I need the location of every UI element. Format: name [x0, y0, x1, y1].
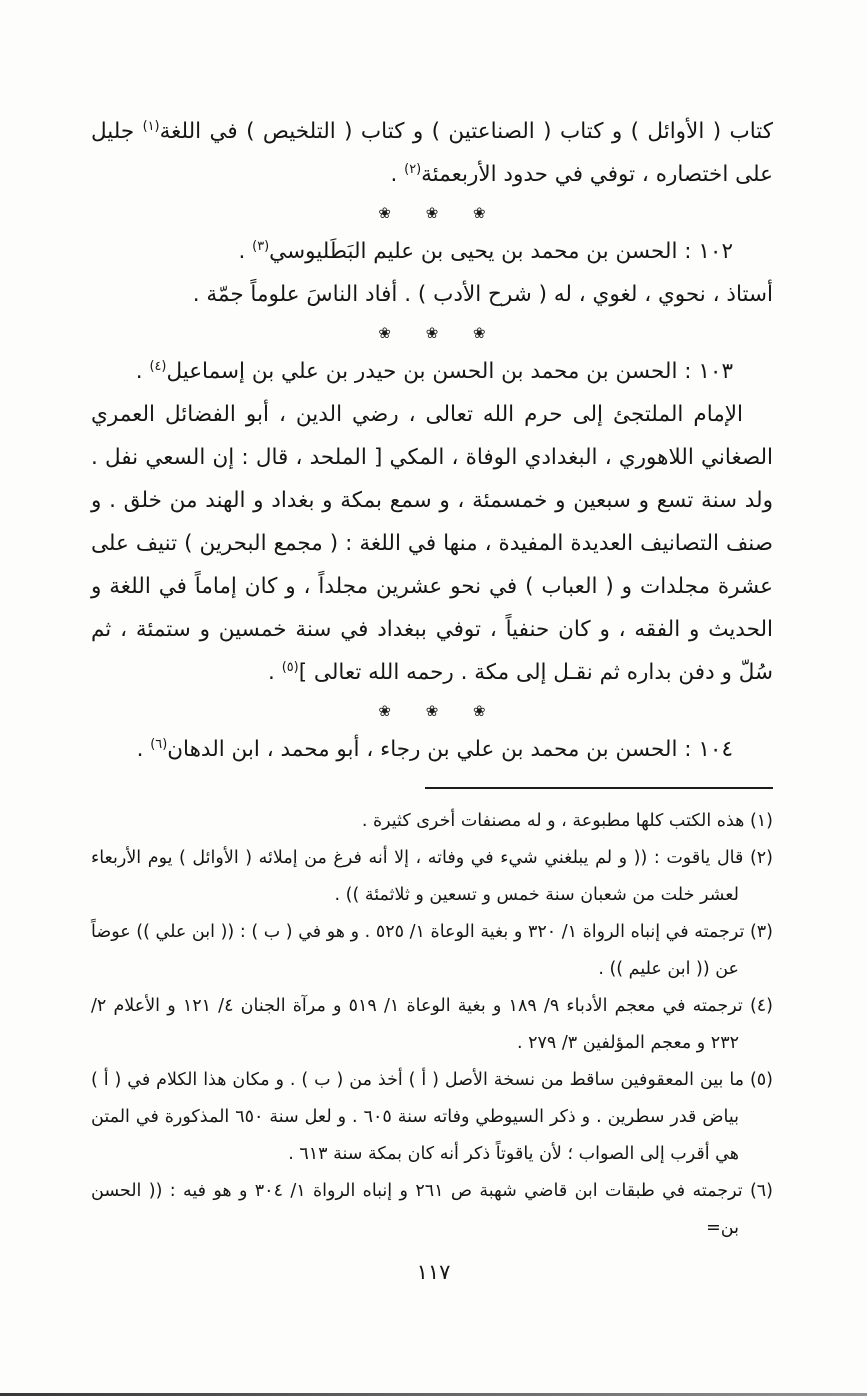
footnote-number: (٥): [749, 1070, 773, 1090]
footnote-marker: (٣): [252, 238, 270, 254]
entry-103-heading: ١٠٣ : الحسن بن محمد بن الحسن بن حيدر بن علي بن إسماعيل$^{(٤)}$ .: [135, 358, 733, 384]
footnote-number: (٦): [749, 1181, 773, 1201]
page-number: ١١٧: [416, 1260, 451, 1284]
section-separator: ❀ ❀ ❀: [378, 702, 486, 720]
footnote-number: (٤): [749, 996, 773, 1016]
text-column: [91, 110, 773, 1247]
footnote-marker: (٤): [149, 358, 167, 374]
intro-paragraph: كتاب ( الأوائل ) و كتاب ( الصناعتين ) و كتاب ( التلخيص ) في اللغة$^{(١)}$ جليل على اختصاره ، توفي في حدود الأربعمئة$^{(٢)}$ .: [91, 118, 773, 187]
section-separator: ❀ ❀ ❀: [378, 204, 486, 222]
footnote: (٢) قال ياقوت : (( و لم يبلغني شيء في وفاته ، إلا أنه فرغ من إملائه ( الأوائل ) يوم الأربعاء لعشر خلت من شعبان سنة خمس و تسعين و ثلاثمئة )) .: [91, 848, 773, 905]
footnotes-list: [91, 803, 773, 1247]
entry-104-heading: ١٠٤ : الحسن بن محمد بن علي بن رجاء ، أبو محمد ، ابن الدهان$^{(٦)}$ .: [136, 736, 733, 762]
footnote-divider: [425, 787, 773, 789]
footnote: (١) هذه الكتب كلها مطبوعة ، و له مصنفات أخرى كثيرة .: [361, 811, 773, 831]
main-text: [91, 110, 773, 771]
entry-103-body: الإمام الملتجئ إلى حرم الله تعالى ، رضي الدين ، أبو الفضائل العمري الصغاني اللاهوري ، البغدادي الوفاة ، المكي [ الملحد ، قال : إن السعي نفل . ولد سنة تسع و سبعين و خمسمئة ، و سمع بمكة و بغداد و الهند من خلق . و صنف التصانيف العديدة المفيدة ، منها في اللغة : ( مجمع البحرين ) تنيف على عشرة مجلدات و ( العباب ) في نحو عشرين مجلداً ، و كان إماماً في اللغة و الحديث و الفقه ، و كان حنفياً ، توفي ببغداد في سنة خمسين و ستمئة ، ثم سُلّ و دفن بداره ثم نقـل إلى مكة . رحمه الله تعالى ]$^{(٥)}$ .: [91, 402, 773, 685]
footnote-number: (٣): [749, 922, 773, 942]
footnote-marker: (٦): [150, 736, 168, 752]
footnote: (٣) ترجمته في إنباه الرواة ١/ ٣٢٠ و بغية الوعاة ١/ ٥٢٥ . و هو في ( ب ) : (( ابن علي )) عوضاً عن (( ابن عليم )) .: [91, 922, 773, 979]
footnote-marker: (١): [142, 118, 160, 134]
footnote-marker: (٢): [404, 161, 422, 177]
footnote-section: [91, 787, 773, 1247]
footnote-number: (٢): [749, 848, 773, 868]
footnote: (٥) ما بين المعقوفين ساقط من نسخة الأصل ( أ ) أخذ من ( ب ) . و مكان هذا الكلام في ( أ ) بياض قدر سطرين . و ذكر السيوطي وفاته سنة ٦٠٥ . و لعل سنة ٦٥٠ المذكورة في المتن هي أقرب إلى الصواب ؛ لأن ياقوتاً ذكر أنه كان بمكة سنة ٦١٣ .: [91, 1070, 773, 1164]
section-separator: ❀ ❀ ❀: [378, 324, 486, 342]
footnote-number: (١): [749, 811, 773, 831]
footnote: (٦) ترجمته في طبقات ابن قاضي شهبة ص ٢٦١ و إنباه الرواة ١/ ٣٠٤ و هو فيه : (( الحسن بن=: [91, 1181, 773, 1238]
footnote-marker: (٥): [281, 659, 299, 675]
footnote: (٤) ترجمته في معجم الأدباء ٩/ ١٨٩ و بغية الوعاة ١/ ٥١٩ و مرآة الجنان ٤/ ١٢١ و الأعلام ٢/ ٢٣٢ و معجم المؤلفين ٣/ ٢٧٩ .: [91, 996, 773, 1053]
entry-102-body: أستاذ ، نحوي ، لغوي ، له ( شرح الأدب ) . أفاد الناسَ علوماً جمّة .: [192, 282, 773, 307]
entry-102-heading: ١٠٢ : الحسن بن محمد بن يحيى بن عليم البَطَليوسي$^{(٣)}$ .: [238, 238, 733, 264]
